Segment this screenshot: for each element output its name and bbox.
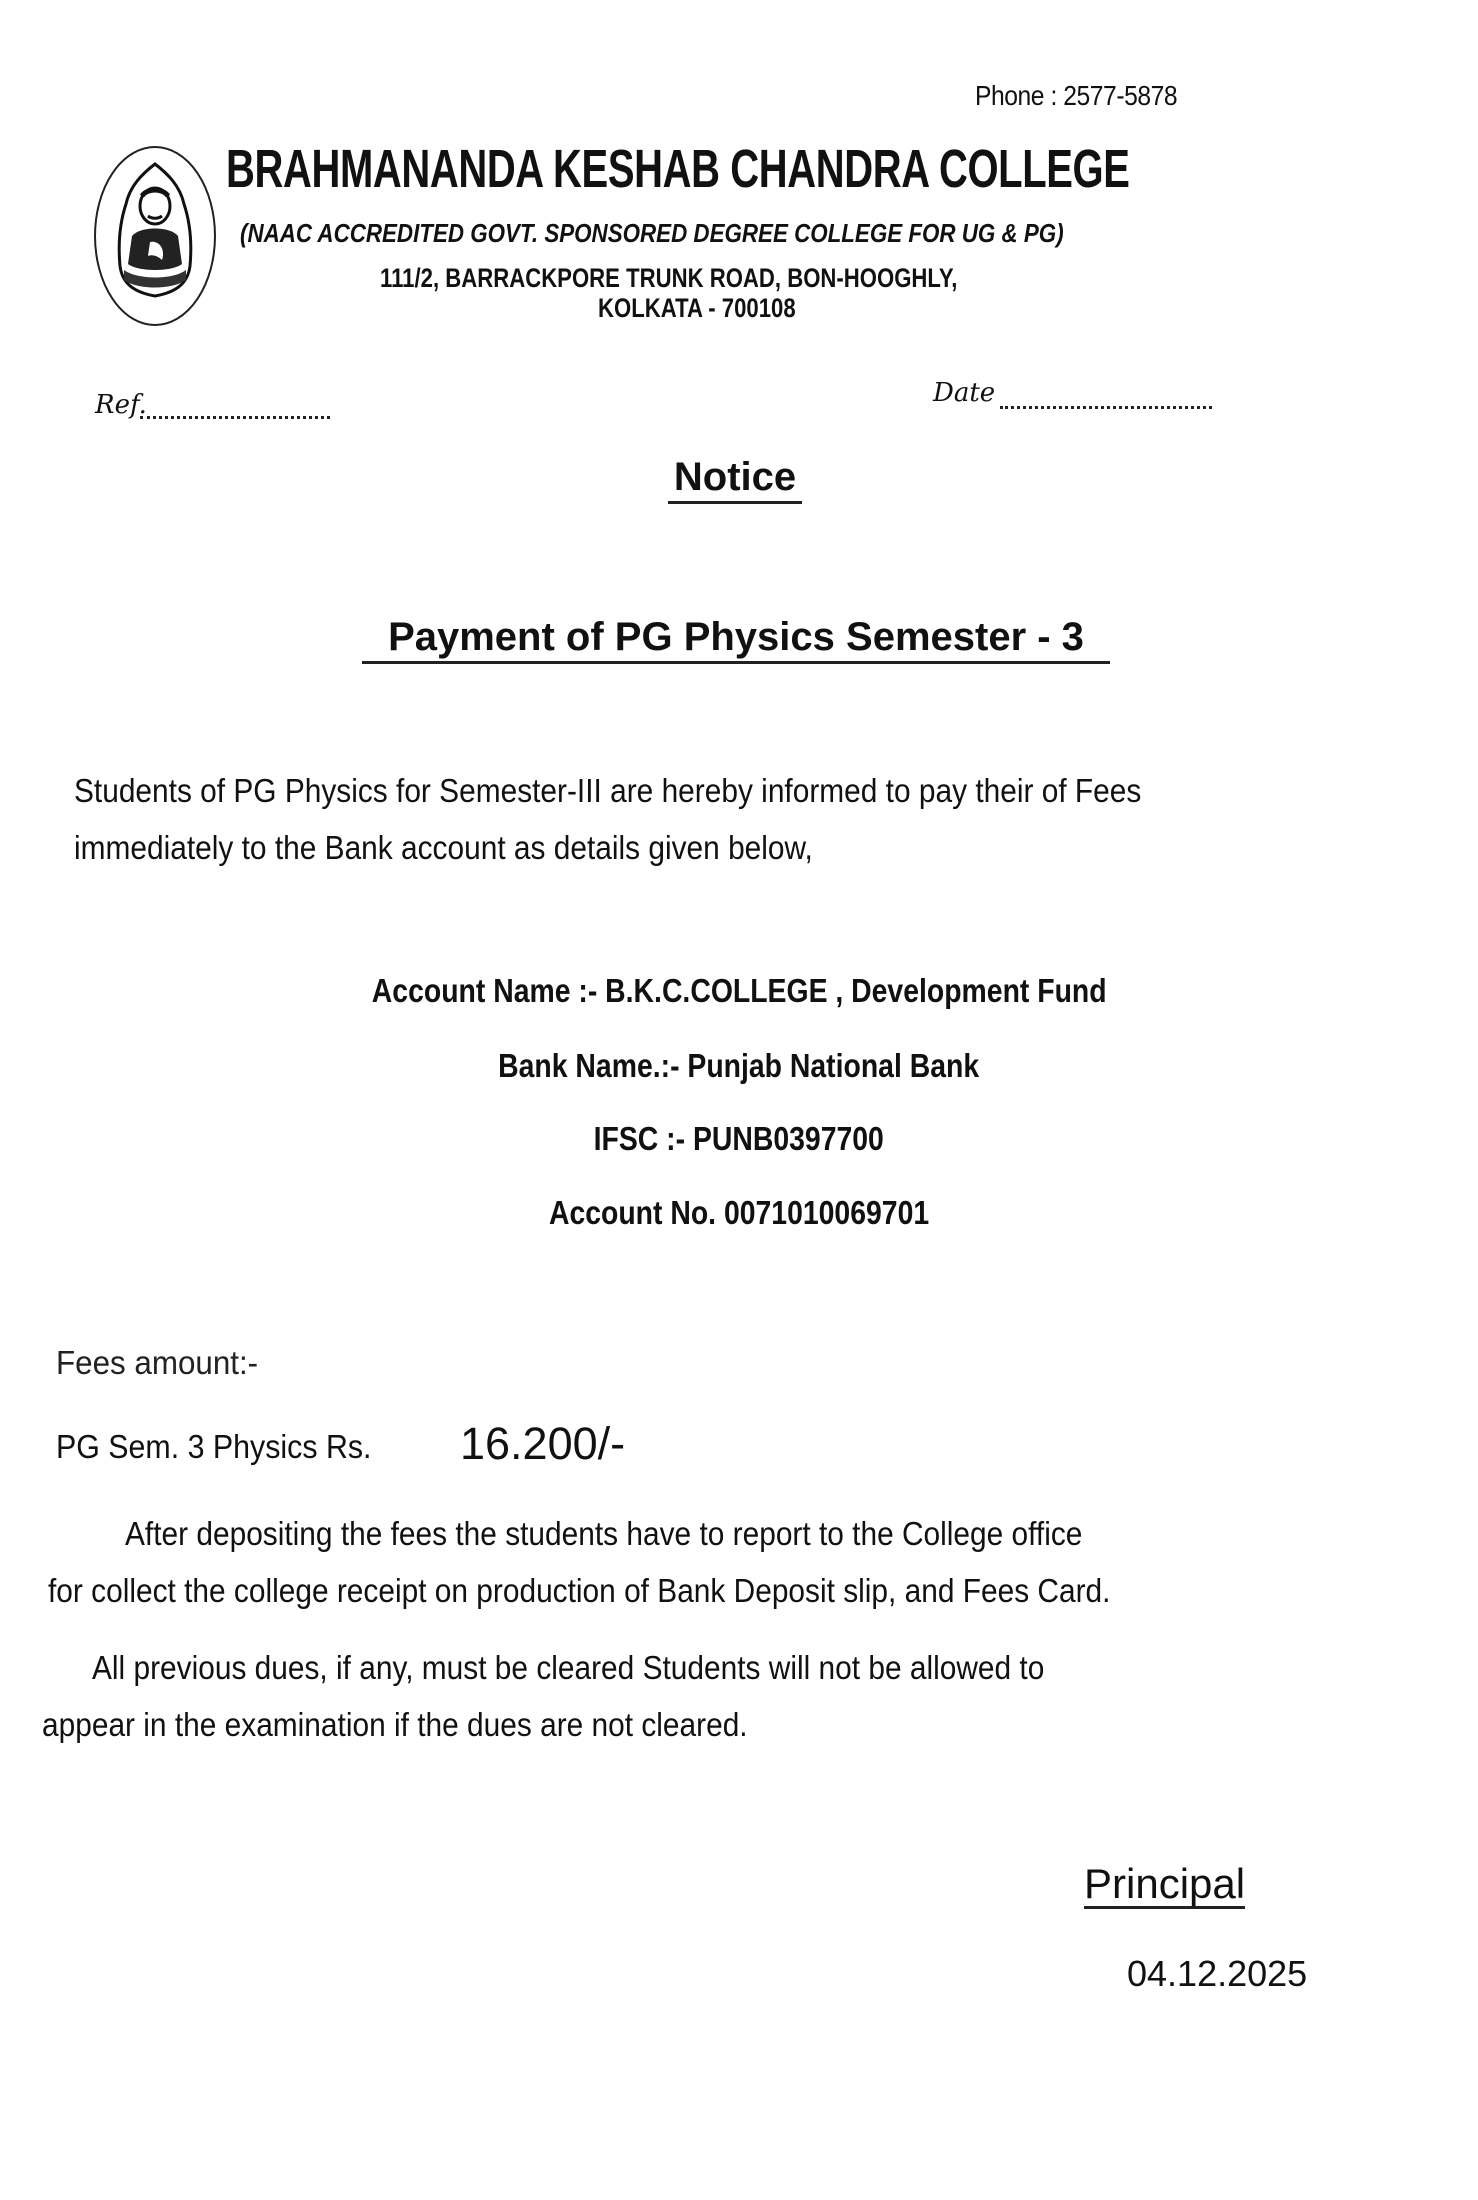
account-number-text: Account No. 0071010069701 bbox=[548, 1194, 930, 1231]
after-deposit-line-1: After depositing the fees the students have to report to the College office bbox=[125, 1515, 1083, 1552]
bank-name-text: Bank Name.:- Punjab National Bank bbox=[498, 1047, 980, 1084]
account-name-text: Account Name :- B.K.C.COLLEGE , Development Fund bbox=[371, 972, 1107, 1009]
college-name: BRAHMANANDA KESHAB CHANDRA COLLEGE bbox=[226, 139, 1130, 199]
date-blank-line bbox=[1000, 388, 1212, 409]
bank-name bbox=[0, 1047, 1478, 1085]
account-number bbox=[0, 1194, 1478, 1232]
dues-line-1: All previous dues, if any, must be cleared Students will not be allowed to bbox=[92, 1649, 1045, 1686]
fee-line bbox=[56, 1418, 626, 1469]
ifsc-code bbox=[0, 1120, 1478, 1158]
date-label: Date bbox=[933, 378, 996, 408]
ref-blank-line bbox=[140, 398, 330, 419]
accreditation-line: (NAAC ACCREDITED GOVT. SPONSORED DEGREE COLLEGE FOR UG & PG) bbox=[240, 218, 1064, 248]
intro-line-1: Students of PG Physics for Semester-III are hereby informed to pay their of Fees bbox=[74, 772, 1142, 809]
ref-label: Ref. bbox=[95, 390, 147, 420]
notice-heading: Notice bbox=[668, 455, 802, 504]
account-name bbox=[0, 972, 1478, 1010]
fees-amount-label: Fees amount:- bbox=[56, 1344, 259, 1381]
address-line-1: 111/2, BARRACKPORE TRUNK ROAD, BON-HOOGHLY, bbox=[380, 263, 958, 293]
college-emblem-icon bbox=[92, 144, 218, 328]
address-line-2: KOLKATA - 700108 bbox=[598, 293, 796, 323]
fee-amount: 16.200/- bbox=[460, 1418, 626, 1469]
fee-item-label: PG Sem. 3 Physics Rs. bbox=[56, 1428, 372, 1465]
ifsc-code-text: IFSC :- PUNB0397700 bbox=[593, 1120, 885, 1157]
after-deposit-line-2: for collect the college receipt on production of Bank Deposit slip, and Fees Card. bbox=[48, 1572, 1111, 1609]
phone-number: Phone : 2577-5878 bbox=[975, 80, 1178, 111]
notice-title: Payment of PG Physics Semester - 3 bbox=[362, 615, 1110, 664]
principal-signature: Principal bbox=[1084, 1860, 1246, 1907]
notice-date: 04.12.2025 bbox=[1127, 1953, 1308, 1994]
intro-line-2: immediately to the Bank account as details given below, bbox=[74, 829, 813, 866]
dues-line-2: appear in the examination if the dues are not cleared. bbox=[42, 1706, 748, 1743]
